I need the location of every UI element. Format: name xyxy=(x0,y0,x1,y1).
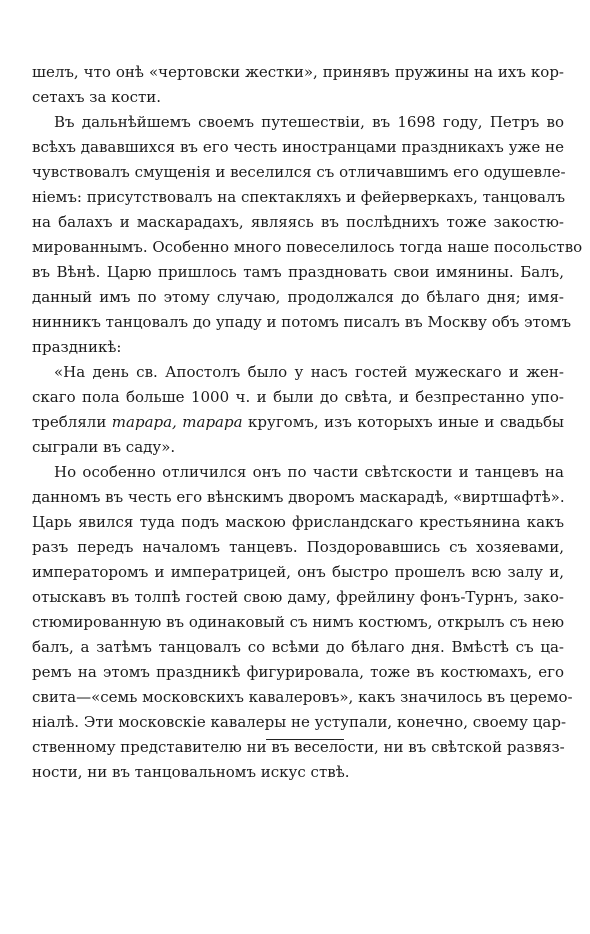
text-line: Въ дальнѣйшемъ своемъ путешествіи, въ 1698 году, Петръ во xyxy=(54,113,564,131)
paragraph xyxy=(32,360,564,460)
italic-phrase: тарара, тарара xyxy=(111,413,243,431)
text-line: всѣхъ дававшихся въ его честь иностранцами праздникахъ уже не xyxy=(32,138,564,156)
text-line: чувствовалъ смущенія и веселился съ отличавшимъ его одушевле- xyxy=(32,163,566,181)
text-line: праздникѣ: xyxy=(32,338,122,356)
text-line: «На день св. Апостолъ было у насъ гостей мужескаго и жен- xyxy=(54,363,564,381)
text-line: сыграли въ саду». xyxy=(32,438,176,456)
text-line: стюмированную въ одинаковый съ нимъ костюмъ, открылъ съ нею xyxy=(32,613,564,631)
text-line: балъ, а затѣмъ танцовалъ со всѣми до бѣлаго дня. Вмѣстѣ съ ца- xyxy=(32,638,564,656)
text-line: мированнымъ. Особенно много повеселилось тогда наше посольство xyxy=(32,238,583,256)
text-line: Царь явился туда подъ маскою фрисландскаго крестьянина какъ xyxy=(32,513,564,531)
text-line: ремъ на этомъ праздникѣ фигурировала, тоже въ костюмахъ, его xyxy=(32,663,564,681)
text-line: ственному представителю ни въ веселости, ни въ свѣтской развяз- xyxy=(32,738,565,756)
text-line: нинникъ танцовалъ до упаду и потомъ писалъ въ Москву объ этомъ xyxy=(32,313,572,331)
text-line: данномъ въ честь его вѣнскимъ дворомъ маскарадѣ, «виртшафтѣ». xyxy=(32,488,565,506)
text-line: Но особенно отличился онъ по части свѣтскости и танцевъ на xyxy=(54,463,564,481)
paragraph xyxy=(32,460,573,785)
text-line: данный имъ по этому случаю, продолжался до бѣлаго дня; имя- xyxy=(32,288,564,306)
section-end-rule xyxy=(266,739,344,740)
text-line: отыскавъ въ толпѣ гостей свою даму, фрейлину фонъ-Турнъ, зако- xyxy=(32,588,564,606)
text-line: шелъ, что онѣ «чертовски жестки», принявъ пружины на ихъ кор- xyxy=(32,63,564,81)
text-line: на балахъ и маскарадахъ, являясь въ послѣднихъ тоже закостю- xyxy=(32,213,564,231)
text-line: требляли тарара, тарара кругомъ, изъ которыхъ иные и свадьбы xyxy=(32,413,564,431)
text-line: ніемъ: присутствовалъ на спектакляхъ и фейерверкахъ, танцовалъ xyxy=(32,188,565,206)
text-line: ніалѣ. Эти московскіе кавалеры не уступали, конечно, своему цар- xyxy=(32,713,567,731)
paragraph xyxy=(32,110,583,360)
text-line: сетахъ за кости. xyxy=(32,88,162,106)
text-line: въ Вѣнѣ. Царю пришлось тамъ праздновать свои имянины. Балъ, xyxy=(32,263,564,281)
text-line: скаго пола больше 1000 ч. и были до свѣта, и безпрестанно упо- xyxy=(32,388,564,406)
text-line: ности, ни въ танцовальномъ искус ствѣ. xyxy=(32,763,350,781)
paragraph xyxy=(32,60,564,110)
text-line: свита—«семь московскихъ кавалеровъ», какъ значилось въ церемо- xyxy=(32,688,573,706)
page-text xyxy=(32,60,583,785)
text-line: разъ передъ началомъ танцевъ. Поздоровавшись съ хозяевами, xyxy=(32,538,564,556)
text-line: императоромъ и императрицей, онъ быстро прошелъ всю залу и, xyxy=(32,563,564,581)
